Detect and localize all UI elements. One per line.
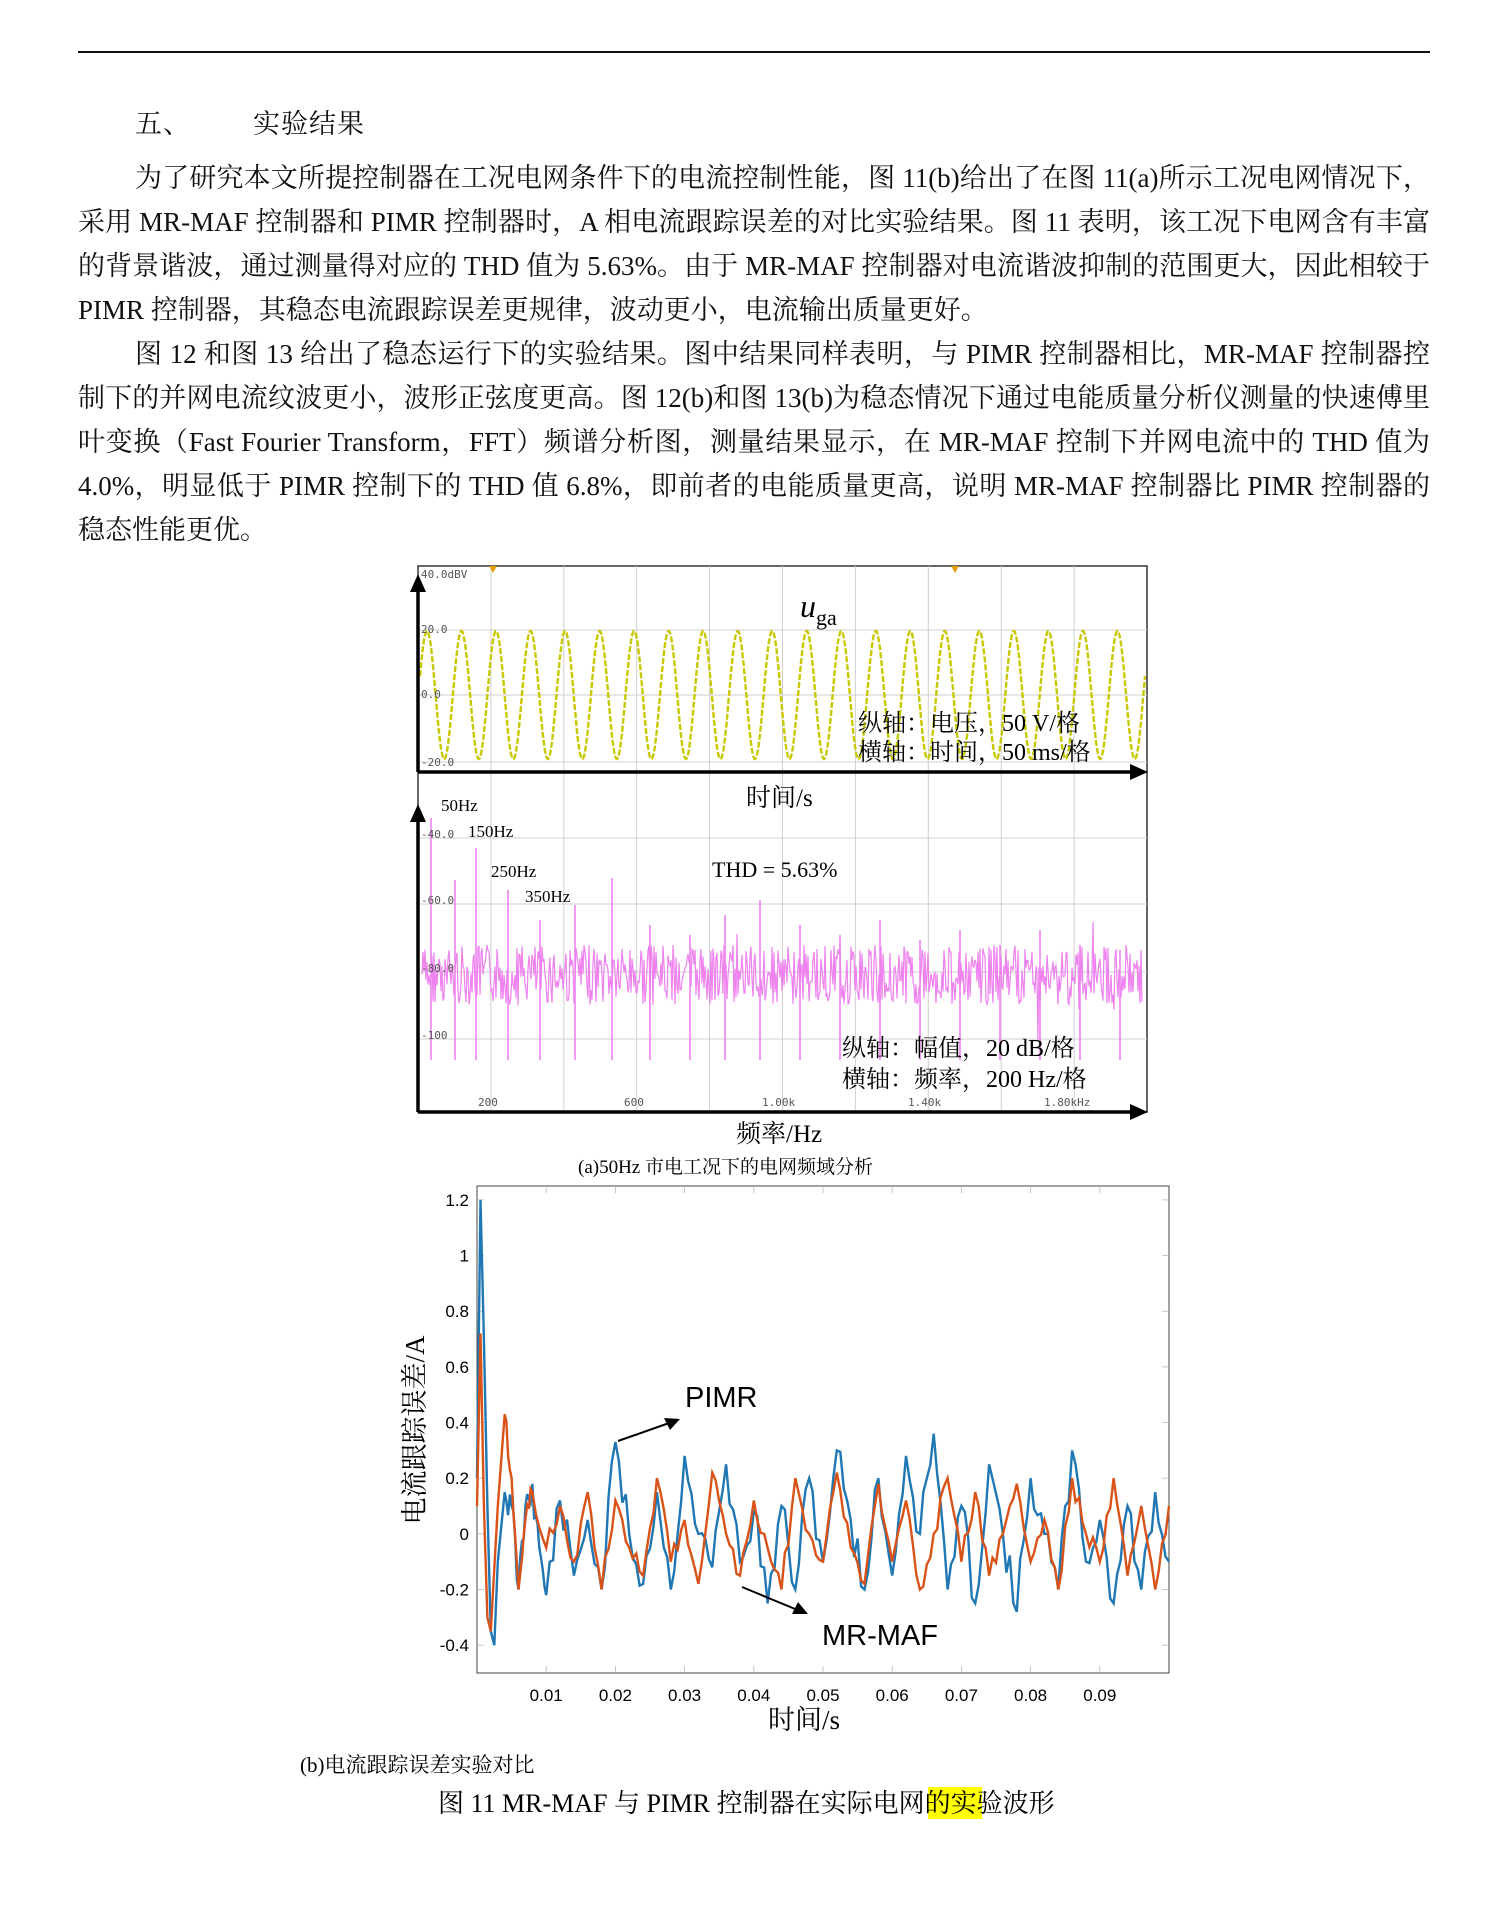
x-tick-label: 0.01	[529, 1686, 563, 1705]
x-tick-label: 0.07	[944, 1686, 978, 1705]
x-tick-labels	[530, 1686, 1117, 1705]
y-tick-label: 1.2	[445, 1190, 469, 1210]
y-tick-label: 0	[459, 1524, 469, 1544]
volt-tick: -20.0	[421, 756, 455, 769]
y-tick-label: -0.2	[439, 1580, 469, 1600]
volt-tick: 20.0	[421, 623, 448, 636]
scope-scale-label: 40.0dBV	[421, 568, 468, 581]
time-axis-label: 时间/s	[746, 785, 813, 812]
plot-area	[477, 1186, 1169, 1673]
y-axis-label: 电流跟踪误差/A	[400, 1335, 430, 1525]
figure-b-caption: (b)电流跟踪误差实验对比	[300, 1753, 535, 1777]
x-tick-label: 0.02	[598, 1686, 632, 1705]
figure-caption	[438, 1787, 1055, 1819]
paragraph-2: 图 12 和图 13 给出了稳态运行下的实验结果。图中结果同样表明，与 PIMR 控制器相比，MR-MAF 控制器控制下的并网电流纹波更小，波形正弦度更高。图 12(b)和图 13(b)为稳态情况下通过电能质量分析仪测量的快速傅里叶变换（Fast Fourier Transform，FFT）频谱分析图，测量结果显示，在 MR-MAF 控制下并网电流中的 THD 值为 4.0%，明显低于 PIMR 控制下的 THD 值 6.8%，即前者的电能质量更高，说明 MR-MAF 控制器比 PIMR 控制器的稳态性能更优。	[78, 339, 1430, 545]
y-tick-label: 0.2	[445, 1469, 469, 1489]
harmonic-label-150hz: 150Hz	[468, 822, 514, 841]
x-tick-label: 0.08	[1014, 1686, 1048, 1705]
figure-caption-text: 图 11 MR-MAF 与 PIMR 控制器在实际电网的实验波形	[438, 1789, 1055, 1818]
freq-tick: 1.80kHz	[1044, 1096, 1091, 1109]
section-number: 五、	[135, 109, 191, 139]
figure-a-caption: (a)50Hz 市电工况下的电网频域分析	[578, 1157, 873, 1178]
x-tick-label: 0.05	[806, 1686, 840, 1705]
freq-tick: 600	[624, 1096, 644, 1109]
y-tick-label: 0.6	[445, 1357, 469, 1377]
y-tick-label: 1	[459, 1246, 469, 1266]
amp-tick: -40.0	[421, 828, 455, 841]
x-tick-label: 0.03	[668, 1686, 702, 1705]
voltage-scale-note: 纵轴：电压，50 V/格	[858, 711, 1080, 737]
voltage-label: $u_{ga}$	[800, 588, 837, 630]
freq-axis-label: 频率/Hz	[736, 1121, 823, 1148]
amp-tick: -80.0	[421, 962, 455, 975]
amplitude-scale-note: 纵轴：幅值，20 dB/格	[842, 1036, 1075, 1062]
section-title: 实验结果	[253, 109, 365, 139]
frequency-scale-note: 横轴：频率，200 Hz/格	[842, 1067, 1087, 1093]
mrmaf-annotation: MR-MAF	[822, 1620, 938, 1652]
freq-tick: 1.00k	[762, 1096, 796, 1109]
x-tick-label: 0.06	[875, 1686, 909, 1705]
harmonic-label-50hz: 50Hz	[441, 796, 478, 815]
thd-value: THD = 5.63%	[712, 857, 838, 882]
freq-tick: 1.40k	[908, 1096, 942, 1109]
y-tick-labels	[440, 1191, 469, 1655]
paragraph-1: 为了研究本文所提控制器在工况电网条件下的电流控制性能，图 11(b)给出了在图 11(a)所示工况电网情况下，采用 MR-MAF 控制器和 PIMR 控制器时，A 相电流跟踪误差的对比实验结果。图 11 表明，该工况下电网含有丰富的背景谐波，通过测量得对应的 THD 值为 5.63%。由于 MR-MAF 控制器对电流谐波抑制的范围更大，因此相较于 PIMR 控制器，其稳态电流跟踪误差更规律，波动更小，电流输出质量更好。	[78, 163, 1430, 325]
y-tick-label: 0.4	[445, 1413, 469, 1433]
x-axis-label: 时间/s	[767, 1705, 841, 1735]
y-tick-label: -0.4	[439, 1636, 469, 1656]
y-tick-label: 0.8	[445, 1302, 469, 1322]
pimr-annotation: PIMR	[685, 1382, 758, 1414]
freq-tick: 200	[478, 1096, 498, 1109]
x-tick-label: 0.04	[737, 1686, 771, 1705]
figure-b	[300, 1186, 1169, 1777]
harmonic-label-250hz: 250Hz	[491, 862, 537, 881]
figure-a	[410, 566, 1148, 1178]
volt-tick: 0.0	[421, 688, 441, 701]
x-tick-label: 0.09	[1083, 1686, 1117, 1705]
time-scale-note: 横轴：时间，50 ms/格	[858, 740, 1091, 766]
amp-tick: -60.0	[421, 894, 455, 907]
amp-tick: -100	[421, 1029, 448, 1042]
harmonic-label-350hz: 350Hz	[525, 887, 571, 906]
